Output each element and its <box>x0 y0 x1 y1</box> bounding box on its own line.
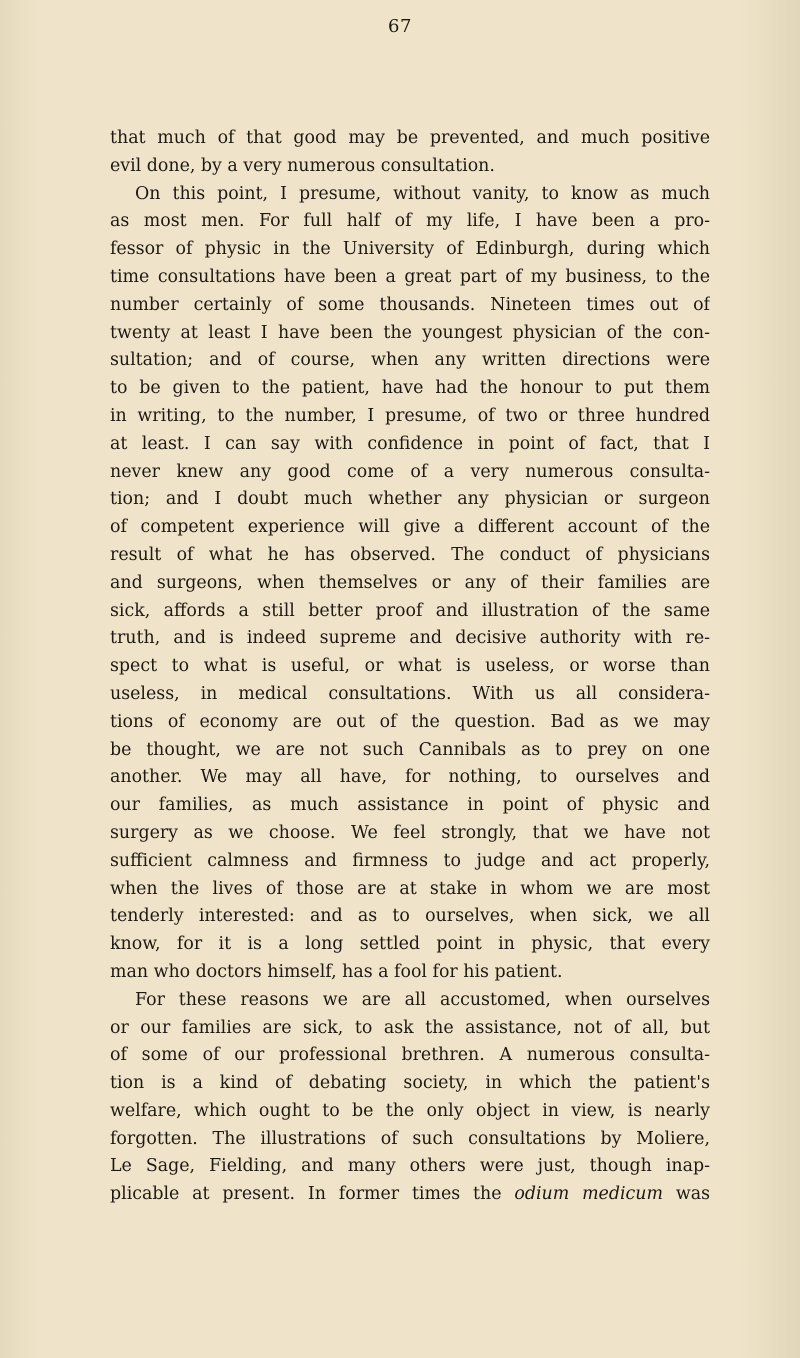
body-text <box>110 125 710 1209</box>
text-line: number certainly of some thousands. Nineteen times out of <box>110 294 710 315</box>
text-line: useless, in medical consultations. With us all considera- <box>110 683 710 704</box>
page-number: 67 <box>388 16 412 37</box>
text-line: sufficient calmness and firmness to judge and act properly, <box>110 850 710 871</box>
text-line: For these reasons we are all accustomed, when ourselves <box>135 989 710 1010</box>
text-line-final <box>110 1181 710 1209</box>
page-right-shadow <box>740 0 800 1358</box>
text-line: tions of economy are out of the question. Bad as we may <box>110 711 710 732</box>
text-line: On this point, I presume, without vanity, to know as much <box>135 183 710 204</box>
text-line: and surgeons, when themselves or any of their families are <box>110 572 710 593</box>
text-line: tenderly interested: and as to ourselves, when sick, we all <box>110 906 710 927</box>
text-line: evil done, by a very numerous consultation. <box>110 155 495 176</box>
text-line: result of what he has observed. The conduct of physicians <box>110 544 710 565</box>
text-line: sultation; and of course, when any written directions were <box>110 350 710 371</box>
text-line: Le Sage, Fielding, and many others were just, though inap- <box>110 1156 710 1177</box>
text-line: at least. I can say with confidence in point of fact, that I <box>110 433 710 454</box>
text-line: twenty at least I have been the youngest physician of the con- <box>110 322 710 343</box>
text-line: in writing, to the number, I presume, of two or three hundred <box>110 405 710 426</box>
text-line: time consultations have been a great part of my business, to the <box>110 266 710 287</box>
text-line: man who doctors himself, has a fool for his patient. <box>110 961 563 982</box>
text-line: when the lives of those are at stake in whom we are most <box>110 878 710 899</box>
text-line: as most men. For full half of my life, I have been a pro- <box>110 211 710 232</box>
text-line: fessor of physic in the University of Edinburgh, during which <box>110 239 710 260</box>
text-line: sick, affords a still better proof and illustration of the same <box>110 600 710 621</box>
text-segment: plicable at present. In former times the <box>110 1184 515 1205</box>
text-line: tion; and I doubt much whether any physician or surgeon <box>110 489 710 510</box>
page-left-shadow <box>0 0 40 1358</box>
text-line: of competent experience will give a different account of the <box>110 517 710 538</box>
italic-phrase: odium medicum <box>514 1184 663 1205</box>
text-line: of some of our professional brethren. A numerous consulta- <box>110 1045 710 1066</box>
text-line: forgotten. The illustrations of such consultations by Moliere, <box>110 1128 710 1149</box>
text-line: surgery as we choose. We feel strongly, that we have not <box>110 822 710 843</box>
text-line: be thought, we are not such Cannibals as to prey on one <box>110 739 710 760</box>
text-line: our families, as much assistance in point of physic and <box>110 795 710 816</box>
text-line: know, for it is a long settled point in physic, that every <box>110 934 710 955</box>
text-segment: was <box>662 1184 710 1205</box>
text-line: tion is a kind of debating society, in which the patient's <box>110 1073 710 1094</box>
text-line: truth, and is indeed supreme and decisive authority with re- <box>110 628 710 649</box>
text-line: or our families are sick, to ask the assistance, not of all, but <box>110 1017 710 1038</box>
text-line: to be given to the patient, have had the honour to put them <box>110 378 710 399</box>
text-line: another. We may all have, for nothing, to ourselves and <box>110 767 710 788</box>
text-line: welfare, which ought to be the only object in view, is nearly <box>110 1100 710 1121</box>
text-line: never knew any good come of a very numerous consulta- <box>110 461 710 482</box>
text-line: spect to what is useful, or what is useless, or worse than <box>110 656 710 677</box>
text-line: that much of that good may be prevented, and much positive <box>110 128 710 148</box>
